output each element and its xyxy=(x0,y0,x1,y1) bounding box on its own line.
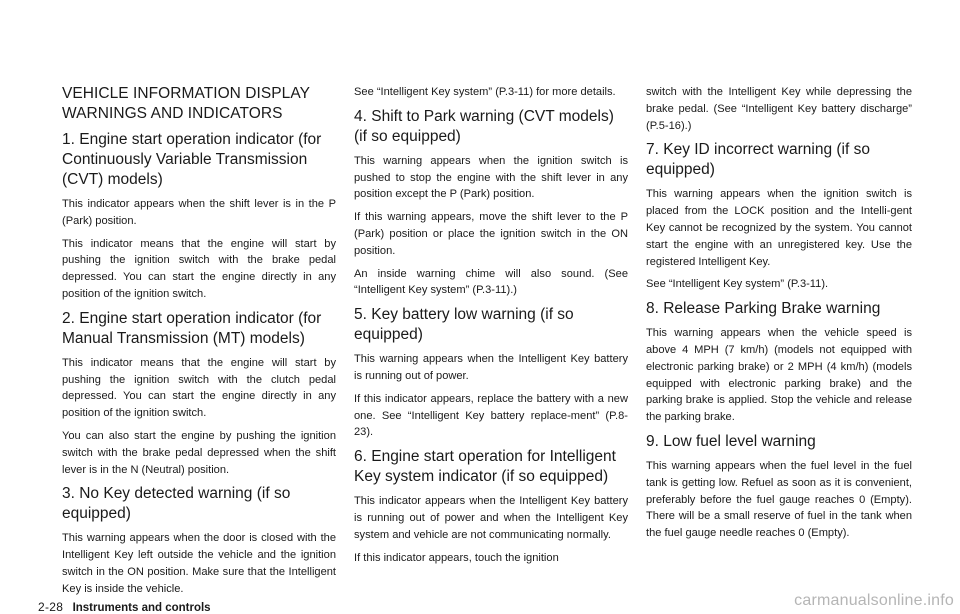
column-3-content xyxy=(646,84,912,542)
body-paragraph: You can also start the engine by pushing the ignition switch with the brake pedal depressed when the shift lever is in the N (Neutral) position. xyxy=(62,429,336,476)
body-paragraph: This warning appears when the ignition switch is pushed to stop the engine with the shift lever in any position except the P (Park) position. xyxy=(354,154,628,201)
chapter-title: Instruments and controls xyxy=(72,602,211,614)
body-paragraph: This warning appears when the vehicle speed is above 4 MPH (7 km/h) (models not equipped with electronic parking brake) or 2 MPH (4 km/h) (models equipped with electronic parking brake) and the parking brake is applied. Stop the vehicle and release the parking brake. xyxy=(646,327,912,424)
body-paragraph: This warning appears when the ignition switch is placed from the LOCK position and the Intelli-gent Key cannot be recognized by the system. You cannot start the engine with an unregistered key. Use the registered Intelligent Key. xyxy=(646,188,912,268)
column-2 xyxy=(354,84,628,572)
body-paragraph: This indicator means that the engine will start by pushing the ignition switch with the clutch pedal depressed. You can start the engine directly in any position of the ignition switch. xyxy=(62,356,336,420)
section-heading: 6. Engine start operation for Intelligent Key system indicator (if so equipped) xyxy=(354,448,616,486)
body-paragraph: This warning appears when the fuel level in the fuel tank is getting low. Refuel as soon as it is convenient, preferably before the fuel gauge reaches 0 (Empty). There will be a small reserve of fuel in the tank when the fuel gauge needle reaches 0 (Empty). xyxy=(646,459,912,540)
body-paragraph: This indicator appears when the shift lever is in the P (Park) position. xyxy=(62,198,336,227)
body-paragraph: This warning appears when the Intelligent Key battery is running out of power. xyxy=(354,353,628,382)
section-heading: 5. Key battery low warning (if so equipped) xyxy=(354,306,574,344)
section-title: VEHICLE INFORMATION DISPLAY WARNINGS AND INDICATORS xyxy=(62,85,310,122)
column-1 xyxy=(62,84,336,604)
section-heading: 2. Engine start operation indicator (for Manual Transmission (MT) models) xyxy=(62,309,322,347)
watermark: carmanualsonline.info xyxy=(794,592,954,609)
body-paragraph: switch with the Intelligent Key while depressing the brake pedal. (See “Intelligent Key battery discharge” (P.5-16).) xyxy=(646,86,912,132)
column-3 xyxy=(646,84,912,548)
page-number: 2-28 xyxy=(38,600,64,614)
section-heading: 3. No Key detected warning (if so equipped) xyxy=(62,485,291,523)
body-paragraph: An inside warning chime will also sound. (See “Intelligent Key system” (P.3-11).) xyxy=(354,267,628,297)
body-paragraph: See “Intelligent Key system” (P.3-11). xyxy=(646,278,829,291)
section-heading: 9. Low fuel level warning xyxy=(646,432,816,450)
section-heading: 1. Engine start operation indicator (for Continuously Variable Transmission (CVT) models) xyxy=(62,131,322,188)
body-paragraph: If this indicator appears, replace the battery with a new one. See “Intelligent Key battery replace-ment” (P.8-23). xyxy=(354,392,628,439)
section-heading: 8. Release Parking Brake warning xyxy=(646,300,881,318)
section-heading: 4. Shift to Park warning (CVT models) (if so equipped) xyxy=(354,107,614,145)
body-paragraph: If this warning appears, move the shift lever to the P (Park) position or place the ignition switch in the ON position. xyxy=(354,211,628,257)
body-paragraph: If this indicator appears, touch the ignition xyxy=(354,551,559,564)
body-paragraph: This indicator appears when the Intelligent Key battery is running out of power and when the Intelligent Key system and vehicle are not communicating normally. xyxy=(354,495,628,541)
section-heading: 7. Key ID incorrect warning (if so equipped) xyxy=(646,141,870,179)
column-2-content xyxy=(354,84,628,566)
column-1-content xyxy=(62,130,336,598)
body-paragraph: This indicator means that the engine will start by pushing the ignition switch with the brake pedal depressed. You can start the engine directly in any position of the ignition switch. xyxy=(62,237,336,300)
body-paragraph: See “Intelligent Key system” (P.3-11) for more details. xyxy=(354,86,616,98)
body-paragraph: This warning appears when the door is closed with the Intelligent Key left outside the vehicle and the ignition switch in the ON position. Make sure that the Intelligent Key is inside the vehicle. xyxy=(62,532,336,595)
page-footer xyxy=(38,600,211,614)
